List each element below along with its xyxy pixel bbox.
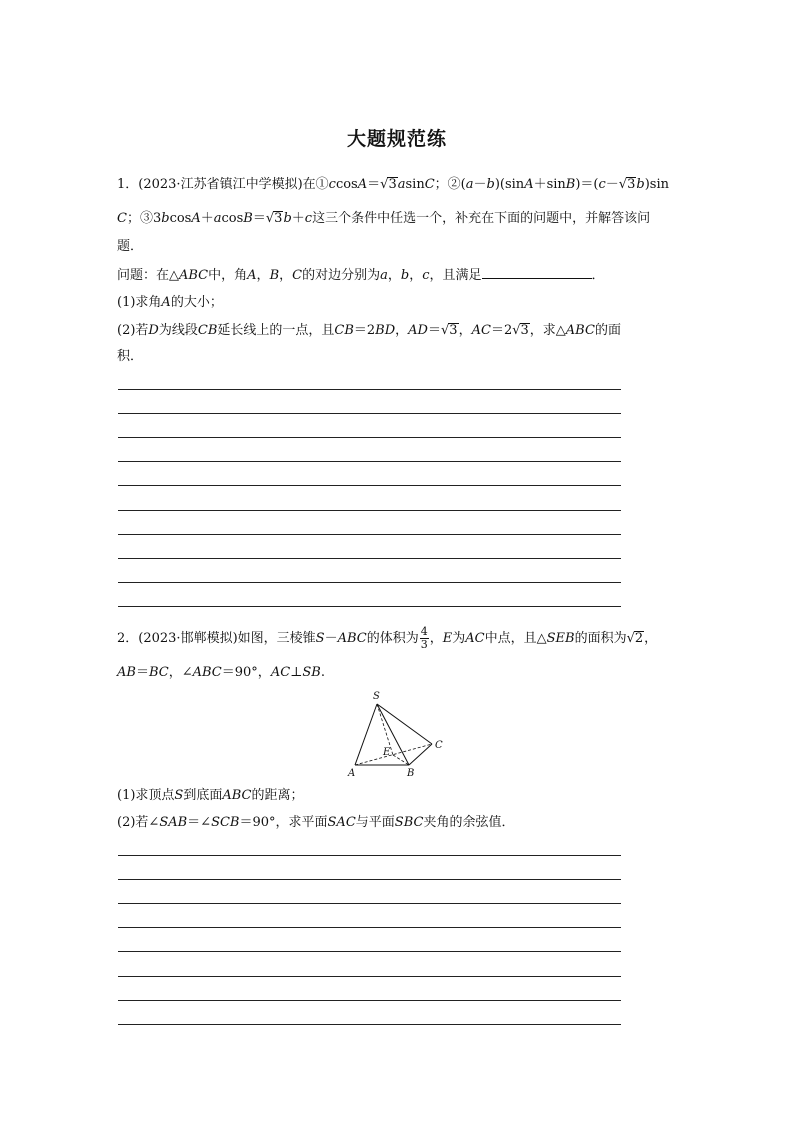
answer-line[interactable] (118, 534, 621, 535)
text: 的对边分别为 (302, 268, 381, 283)
answer-line[interactable] (118, 485, 621, 486)
answer-blank[interactable] (482, 266, 592, 279)
text: 如图，三棱锥 (237, 631, 316, 646)
math: ABC (179, 268, 209, 283)
answer-line[interactable] (118, 558, 621, 559)
sqrt-sign: √ (618, 177, 628, 192)
math: SB (302, 665, 321, 680)
text: ＝ (367, 177, 381, 192)
text: 的大小； (170, 295, 223, 310)
text: ＝ (135, 665, 149, 680)
math: b (161, 211, 170, 226)
math: SAB (159, 815, 188, 830)
q1-part-2 (117, 322, 621, 340)
q1-line-2 (117, 210, 650, 228)
math: A (524, 177, 534, 192)
text: ＝2 (490, 323, 513, 338)
text: 问题：在△ (117, 268, 179, 283)
math: b (636, 177, 645, 192)
q1-number: 1． (117, 177, 139, 192)
math: CB (197, 323, 218, 338)
text: ＝ (252, 211, 266, 226)
answer-line[interactable] (118, 1024, 621, 1025)
vertex-label-c: C (435, 740, 443, 751)
answer-line[interactable] (118, 510, 621, 511)
q2-source: (2023·邯郸模拟) (138, 631, 238, 646)
fraction-numerator: 4 (420, 625, 428, 638)
math: a (397, 177, 406, 192)
text: － (605, 177, 619, 192)
sqrt-radicand: 3 (520, 323, 529, 338)
q2-number: 2． (117, 631, 139, 646)
sqrt-radicand: 3 (627, 177, 636, 192)
text: ＋ (291, 211, 305, 226)
math: c (422, 268, 430, 283)
answer-line[interactable] (118, 413, 621, 414)
text: ，∠ (168, 665, 193, 680)
math: SEB (546, 631, 575, 646)
text: ， (429, 631, 443, 646)
answer-line[interactable] (118, 879, 621, 880)
text: sin (405, 177, 425, 192)
text: ， (644, 631, 658, 646)
q1-line-3: 题． (117, 239, 144, 254)
math: S (174, 788, 184, 803)
answer-line[interactable] (118, 1000, 621, 1001)
text: 的面 (594, 323, 621, 338)
text: 的体积为 (366, 631, 419, 646)
math: C (424, 177, 435, 192)
answer-line[interactable] (118, 461, 621, 462)
math: SBC (394, 815, 424, 830)
text: . (320, 665, 325, 680)
text: ， (395, 323, 409, 338)
math: ABC (222, 788, 252, 803)
text: (1)求角 (117, 295, 162, 310)
text: 这三个条件中任选一个，补充在下面的问题中，并解答该问 (312, 211, 651, 226)
text: ， (409, 268, 423, 283)
vertex-label-b: B (407, 768, 415, 779)
text: ＝ (427, 323, 441, 338)
text: 中，角 (208, 268, 248, 283)
q1-part-1 (117, 294, 223, 312)
math: AC (270, 665, 291, 680)
math: b (400, 268, 410, 283)
math: B (243, 211, 253, 226)
sqrt-radicand: 2 (634, 631, 644, 646)
text: 在① (302, 177, 329, 192)
text: ， (458, 323, 472, 338)
math: AD (408, 323, 428, 338)
sqrt-radicand: 3 (274, 211, 283, 226)
q2-part-1 (117, 787, 304, 805)
math: C (117, 211, 127, 226)
vertex-label-s: S (373, 691, 380, 702)
text: 延长线上的一点，且 (217, 323, 335, 338)
q1-source: (2023·江苏省镇江中学模拟) (138, 177, 303, 192)
answer-line[interactable] (118, 903, 621, 904)
text: ＋sin (533, 177, 566, 192)
sqrt-sign: √ (380, 177, 389, 192)
text: cos (221, 211, 244, 226)
text: ⊥ (290, 665, 303, 680)
math: D (148, 323, 159, 338)
text: ＝90°，求平面 (239, 815, 328, 830)
text: 夹角的余弦值． (423, 815, 515, 830)
text: 为 (452, 631, 466, 646)
math: BD (375, 323, 396, 338)
math: CB (334, 323, 354, 338)
math: a (213, 211, 222, 226)
answer-line[interactable] (118, 976, 621, 977)
text: ；②( (434, 177, 466, 192)
math: b (283, 211, 292, 226)
text: ＝∠ (187, 815, 212, 830)
sqrt-radicand: 3 (449, 323, 458, 338)
sqrt-sign: √ (265, 211, 275, 226)
answer-line[interactable] (118, 389, 621, 390)
answer-line[interactable] (118, 437, 621, 438)
math: A (161, 295, 171, 310)
text: 为线段 (158, 323, 198, 338)
text: 与平面 (355, 815, 395, 830)
text: 中点，且△ (484, 631, 547, 646)
text: ＝90°， (221, 665, 271, 680)
answer-line[interactable] (118, 951, 621, 952)
math: A (247, 268, 257, 283)
math: SCB (211, 815, 240, 830)
text: 的距离； (251, 788, 304, 803)
math: AB (117, 665, 136, 680)
text: ；③3 (126, 211, 162, 226)
math: ABC (192, 665, 222, 680)
text: )＝( (575, 177, 599, 192)
answer-line[interactable] (118, 927, 621, 928)
math: ABC (565, 323, 595, 338)
math: b (486, 177, 495, 192)
text: 到底面 (183, 788, 223, 803)
math: B (269, 268, 280, 283)
text: ，求△ (529, 323, 566, 338)
text: ＝2 (353, 323, 376, 338)
fraction (420, 626, 429, 651)
math: E (442, 631, 453, 646)
text: cos (335, 177, 358, 192)
sqrt-sign: √ (441, 323, 450, 338)
q1-line-1 (117, 176, 669, 194)
text: ＋ (200, 211, 214, 226)
text: (1)求顶点 (117, 788, 175, 803)
math: c (598, 177, 606, 192)
answer-line[interactable] (118, 582, 621, 583)
math: AC (471, 323, 491, 338)
vertex-label-a: A (348, 768, 356, 779)
math: A (191, 211, 201, 226)
sqrt-radicand: 3 (388, 177, 397, 192)
math: C (292, 268, 303, 283)
text: ，且满足 (429, 268, 482, 283)
sqrt-sign: √ (626, 631, 635, 646)
text: － (324, 631, 338, 646)
math: c (328, 177, 336, 192)
math: SAC (327, 815, 356, 830)
math: c (304, 211, 313, 226)
text: (2)若∠ (117, 815, 160, 830)
answer-line[interactable] (118, 855, 621, 856)
q2-line-2 (117, 664, 325, 682)
math: a (465, 177, 474, 192)
pyramid-figure (340, 686, 460, 780)
text: (2)若 (117, 323, 149, 338)
text: ， (387, 268, 401, 283)
math: A (357, 177, 368, 192)
vertex-label-e: E (383, 747, 391, 758)
math: S (315, 631, 325, 646)
q1-line-7: 积． (117, 349, 144, 364)
text: 的面积为 (574, 631, 627, 646)
math: ABC (337, 631, 367, 646)
q1-line-4 (117, 266, 605, 285)
page-title: 大题规范练 (346, 128, 447, 150)
q2-line-1 (117, 626, 657, 651)
text: ， (279, 268, 293, 283)
answer-line[interactable] (118, 606, 621, 607)
text: ， (256, 268, 270, 283)
math: BC (148, 665, 169, 680)
math: a (380, 268, 388, 283)
text: cos (169, 211, 192, 226)
text: )(sin (494, 177, 525, 192)
text: )sin (644, 177, 669, 192)
math: B (565, 177, 576, 192)
text: － (473, 177, 487, 192)
q2-part-2 (117, 814, 514, 832)
text: ． (591, 268, 605, 283)
sqrt-sign: √ (512, 323, 521, 338)
math: AC (465, 631, 485, 646)
fraction-denominator: 3 (420, 638, 428, 651)
